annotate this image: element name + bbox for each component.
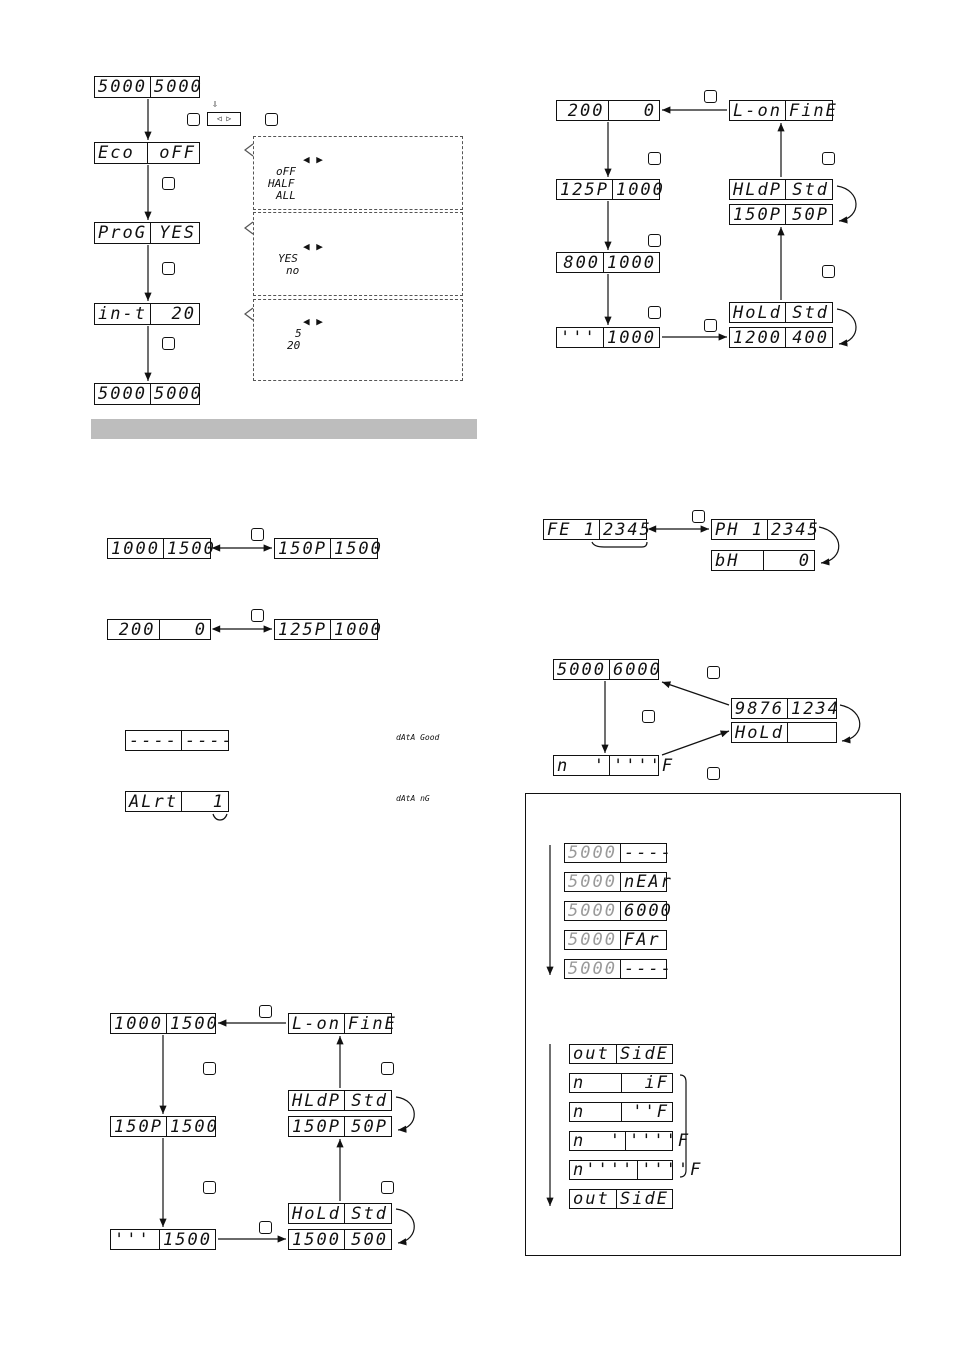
display-right: 1000: [612, 180, 668, 199]
display-right: ----: [620, 960, 676, 978]
display-left: HLdP: [292, 1090, 341, 1111]
display-left: out: [573, 1189, 610, 1209]
display-left: 150P: [733, 204, 782, 225]
display-left: 9876: [735, 698, 784, 719]
display-right: 0: [763, 551, 815, 570]
data-ng-label: dAtA nG: [396, 794, 430, 803]
eco-options-arrows: ◀ ▶: [303, 153, 323, 166]
int-options-arrows: ◀ ▶: [303, 315, 323, 328]
display-left: in-t: [98, 304, 147, 324]
display-right: ''''F: [637, 1161, 705, 1179]
display-right: nEAr: [620, 873, 676, 891]
display-left: PH 1: [715, 519, 764, 540]
display-right: 50P: [785, 205, 832, 224]
display-right: Std: [344, 1091, 391, 1110]
display-right: Std: [785, 303, 832, 322]
display-right: SidE: [616, 1190, 672, 1208]
display-left: out: [573, 1044, 610, 1064]
display-left: ----: [129, 730, 178, 751]
display-right: 5000: [150, 77, 206, 97]
eco-option-off: oFF: [276, 165, 296, 178]
display-left: 200: [567, 100, 605, 121]
display-right: 0: [608, 101, 660, 120]
display-left: 125P: [560, 179, 609, 200]
display-right: 5000: [150, 384, 206, 404]
display-left: n'''': [573, 1160, 635, 1180]
display-right: 2345: [767, 520, 823, 539]
display-left: L-on: [292, 1013, 341, 1034]
prog-option-yes: YES: [278, 252, 298, 265]
display-left: bH: [715, 550, 740, 571]
display-right: ''''F: [625, 1132, 693, 1150]
display-right: 6000: [620, 902, 676, 920]
display-left: 200: [118, 619, 156, 640]
display-right: 500: [344, 1230, 391, 1249]
display-right: 1500: [159, 1230, 215, 1249]
display-right: 1500: [163, 539, 219, 558]
display-right: ''F: [621, 1103, 673, 1121]
prog-options-arrows: ◀ ▶: [303, 240, 323, 253]
display-right: 400: [785, 328, 832, 347]
display-left: 5000: [568, 843, 617, 863]
display-left: 1200: [733, 327, 782, 348]
int-option-5: 5: [295, 327, 302, 340]
display-left: 1000: [114, 1013, 163, 1034]
prog-option-no: no: [286, 264, 300, 277]
display-right: YES: [150, 223, 199, 243]
display-right: FinE: [344, 1014, 400, 1033]
int-option-20: 20: [287, 339, 301, 352]
data-good-label: dAtA Good: [396, 733, 440, 742]
eco-option-all: ALL: [276, 189, 296, 202]
display-right: 2345: [599, 520, 655, 539]
display-right: SidE: [616, 1045, 672, 1063]
display-right: ----: [181, 731, 237, 750]
display-right: 1234: [787, 699, 843, 718]
display-left: 5000: [568, 930, 617, 950]
display-left: FE 1: [547, 519, 596, 540]
display-left: 5000: [557, 659, 606, 680]
display-right: 20: [150, 304, 199, 324]
display-left: 1500: [292, 1229, 341, 1250]
display-left: Eco: [98, 143, 135, 163]
display-left: 125P: [278, 619, 327, 640]
display-left: ALrt: [129, 791, 178, 812]
display-left: n ': [573, 1131, 622, 1151]
display-right: FinE: [785, 101, 841, 120]
display-right: 1500: [166, 1117, 222, 1136]
display-right: 6000: [609, 660, 665, 679]
display-left: 150P: [292, 1116, 341, 1137]
display-left: ''': [560, 327, 597, 348]
display-right: 1: [181, 792, 228, 811]
display-left: HoLd: [733, 302, 782, 323]
display-left: L-on: [733, 100, 782, 121]
display-right: 50P: [344, 1117, 391, 1136]
display-left: HLdP: [733, 179, 782, 200]
display-left: 5000: [568, 872, 617, 892]
display-right: iF: [621, 1074, 673, 1092]
display-right: 1000: [603, 253, 659, 272]
display-left: n ': [557, 755, 606, 776]
display-right: 0: [159, 620, 211, 639]
display-right: 1000: [603, 328, 659, 347]
display-right: 1500: [166, 1014, 222, 1033]
display-left: 1000: [111, 538, 160, 559]
display-right: Std: [344, 1204, 391, 1223]
display-left: 800: [563, 252, 601, 273]
display-left: HoLd: [735, 722, 784, 743]
arrow-keys-icon[interactable]: ◁ ▷: [207, 112, 241, 126]
display-left: 5000: [568, 901, 617, 921]
display-right: ''''F: [609, 756, 677, 775]
display-left: 150P: [114, 1116, 163, 1137]
eco-option-half: HALF: [268, 177, 295, 190]
display-left: ProG: [98, 223, 147, 243]
display-left: ''': [114, 1229, 151, 1250]
display-right: Std: [785, 180, 832, 199]
display-right: 1000: [330, 620, 386, 639]
display-right: oFF: [147, 143, 200, 163]
display-left: 150P: [278, 538, 327, 559]
display-left: 5000: [98, 77, 147, 97]
display-left: 5000: [568, 959, 617, 979]
display-left: n: [573, 1073, 586, 1093]
down-arrow-icon: ⇩: [212, 99, 219, 110]
display-left: HoLd: [292, 1203, 341, 1224]
display-right: FAr: [620, 931, 666, 949]
display-right: 1500: [330, 539, 386, 558]
display-right: ----: [620, 844, 676, 862]
display-left: 5000: [98, 384, 147, 404]
display-left: n: [573, 1102, 586, 1122]
